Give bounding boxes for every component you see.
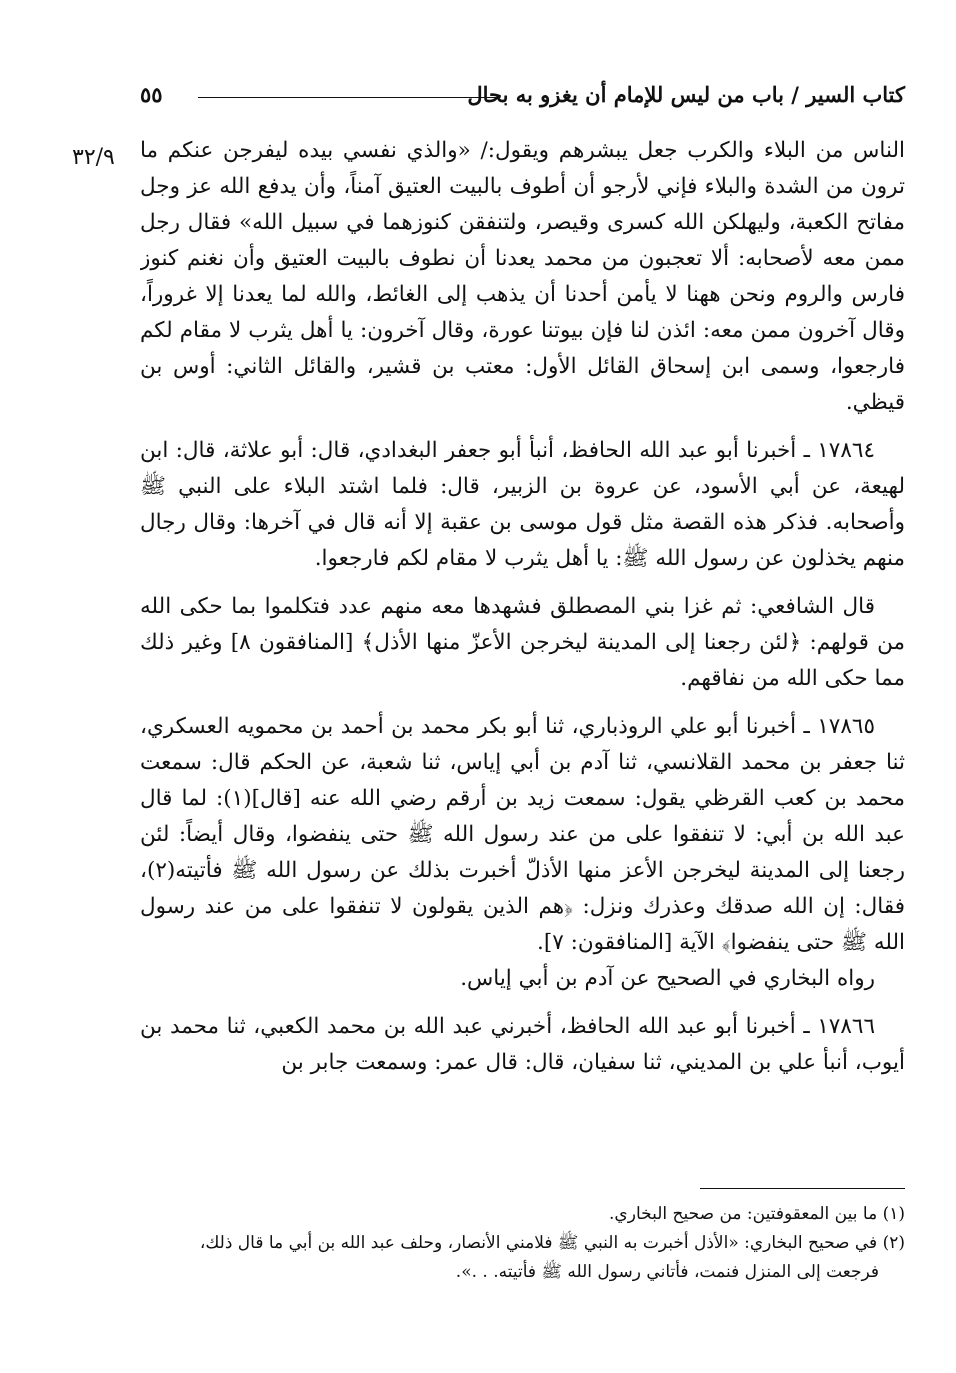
footnote-2-continued: فرجعت إلى المنزل فنمت، فأتاني رسول الله ﷺ فأتيته. . .». (455, 1262, 879, 1282)
paragraph-1: الناس من البلاء والكرب جعل يبشرهم ويقول:/ «والذي نفسي بيده ليفرجن عنكم ما ترون من الشدة والبلاء فإني لأرجو أن أطوف بالبيت العتيق آمناً، وأن يدفع الله عز وجل مفاتح الكعبة، وليهلكن الله كسرى وقيصر، ولتنفقن كنوزهما في سبيل الله» فقال رجل ممن معه لأصحابه: ألا تعجبون من محمد يعدنا أن نطوف بالبيت العتيق وأن نغنم كنوز فارس والروم ونحن ههنا لا يأمن أحدنا أن يذهب إلى الغائط، والله لما يعدنا إلا غروراً، وقال آخرون ممن معه: ائذن لنا فإن بيوتنا عورة، وقال آخرون: يا أهل يثرب لا مقام لكم فارجعوا، وسمى ابن إسحاق القائل الأول: معتب بن قشير، والقائل الثاني: أوس بن قيظي. (140, 138, 905, 415)
footnotes (140, 1200, 905, 1287)
footnote-rule (700, 1188, 905, 1189)
paragraph-hadith-17866: ١٧٨٦٦ ـ أخبرنا أبو عبد الله الحافظ، أخبرني عبد الله بن محمد الكعبي، ثنا محمد بن أيوب، أنبأ علي بن المديني، ثنا سفيان، قال: قال عمر: وسمعت جابر بن (140, 1014, 905, 1075)
paragraph-bukhari-note: رواه البخاري في الصحيح عن آدم بن أبي إياس. (460, 966, 875, 991)
header-rule (198, 97, 500, 98)
paragraph-shafii: قال الشافعي: ثم غزا بني المصطلق فشهدها معه منهم عدد فتكلموا بما حكى الله من قولهم: ﴿لئن رجعنا إلى المدينة ليخرجن الأعزّ منها الأذل﴾ [المنافقون ٨] وغير ذلك مما حكى الله من نفاقهم. (140, 594, 905, 691)
paragraph-hadith-17864: ١٧٨٦٤ ـ أخبرنا أبو عبد الله الحافظ، أنبأ أبو جعفر البغدادي، قال: أبو علاثة، قال: ابن لهيعة، عن أبي الأسود، عن عروة بن الزبير، قال: فلما اشتد البلاء على النبي ﷺ وأصحابه. فذكر هذه القصة مثل قول موسى بن عقبة إلا أنه قال في آخرها: وقال رجال منهم يخذلون عن رسول الله ﷺ: يا أهل يثرب لا مقام لكم فارجعوا. (140, 438, 905, 571)
footnote-2: (٢) في صحيح البخاري: «الأذل أخبرت به النبي ﷺ فلامني الأنصار، وحلف عبد الله بن أبي ما قال ذلك، (199, 1233, 905, 1253)
header-title: كتاب السير / باب من ليس للإمام أن يغزو به بحال (467, 82, 905, 107)
paragraph-hadith-17865: ١٧٨٦٥ ـ أخبرنا أبو علي الروذباري، ثنا أبو بكر محمد بن أحمد بن محمويه العسكري، ثنا جعفر بن محمد القلانسي، ثنا آدم بن أبي إياس، ثنا شعبة، عن الحكم قال: سمعت محمد بن كعب القرظي يقول: سمعت زيد بن أرقم رضي الله عنه [قال](١): لما قال عبد الله بن أبي: لا تنفقوا على من عند رسول الله ﷺ حتى ينفضوا، وقال أيضاً: لئن رجعنا إلى المدينة ليخرجن الأعز منها الأذلّ أخبرت بذلك عن رسول الله ﷺ فأتيته(٢)، فقال: إن الله صدقك وعذرك ونزل: ﴿هم الذين يقولون لا تنفقوا على من عند رسول الله ﷺ حتى ينفضوا﴾ الآية [المنافقون: ٧]. (140, 714, 905, 955)
margin-reference: ٣٢/٩ (72, 145, 115, 170)
page-number: ٥٥ (140, 82, 163, 107)
footnote-1: (١) ما بين المعقوفتين: من صحيح البخاري. (609, 1204, 905, 1224)
running-header (140, 78, 905, 118)
main-text (140, 133, 905, 1163)
